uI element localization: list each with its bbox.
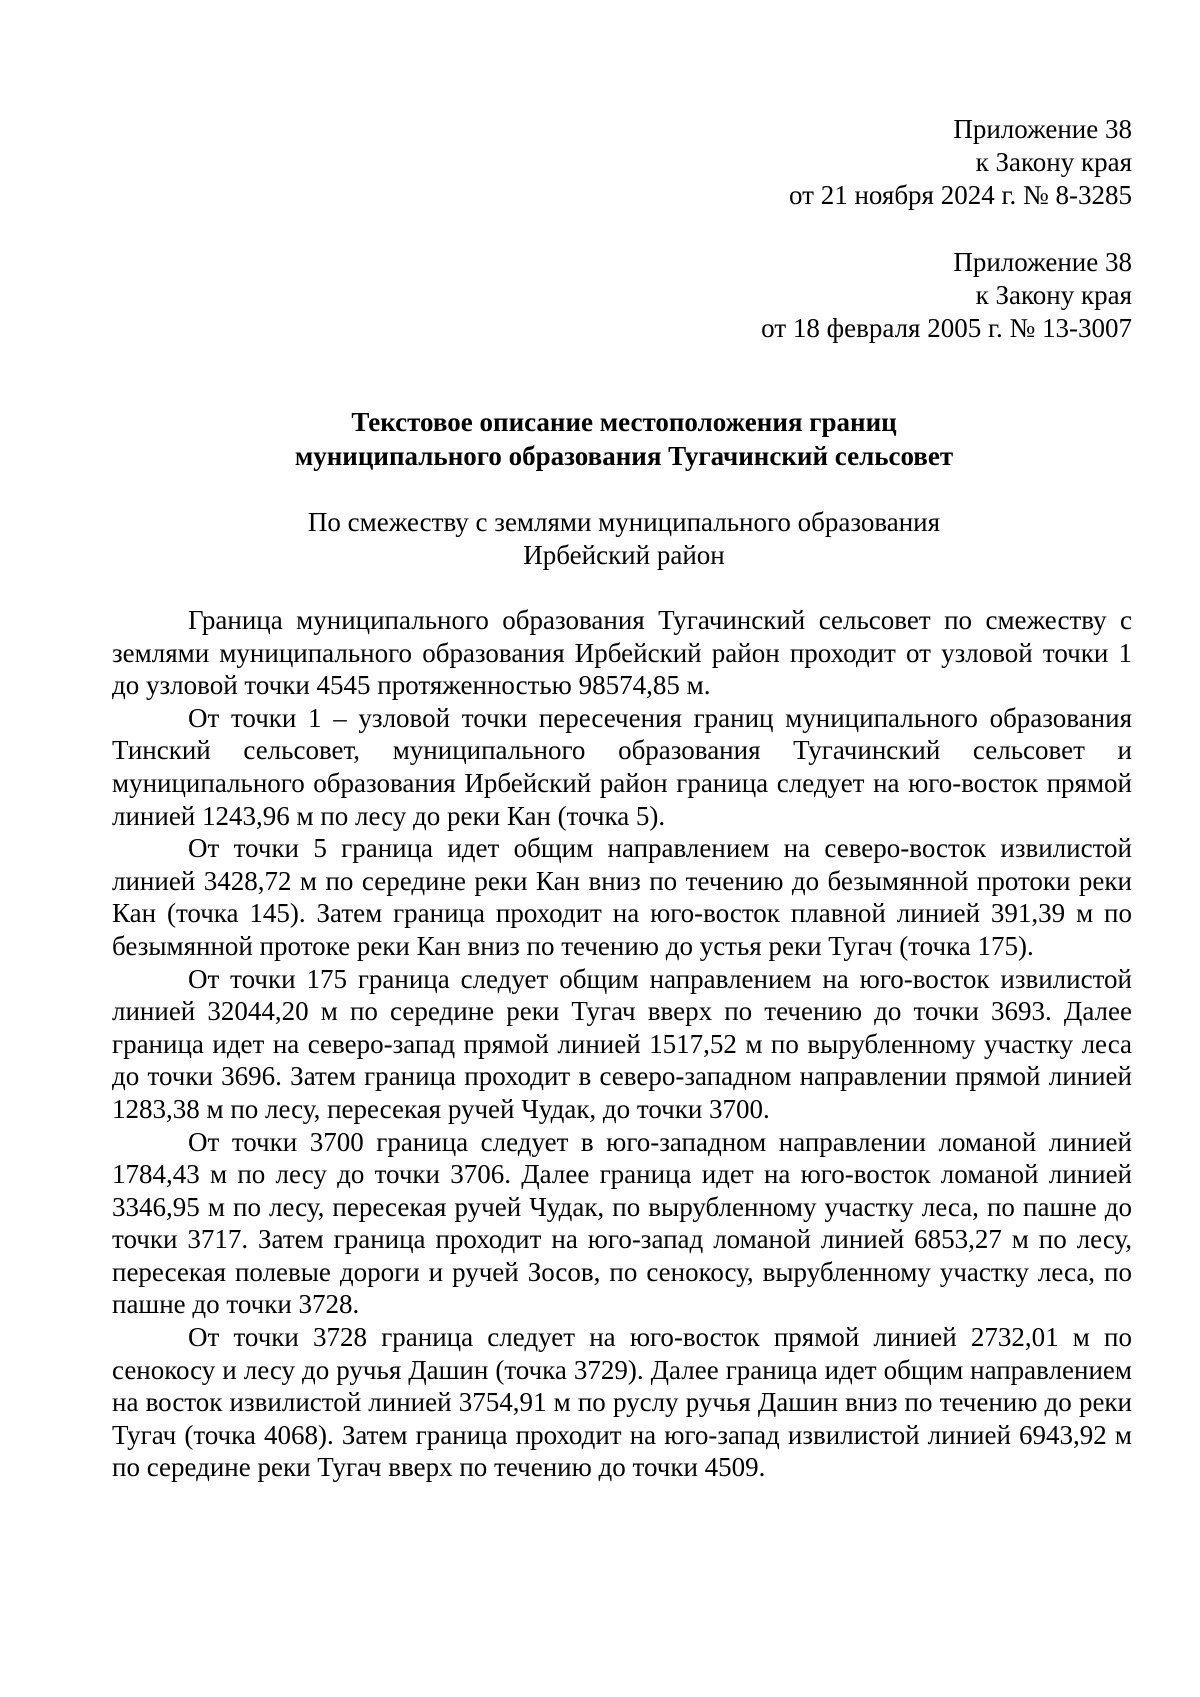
section-heading	[112, 506, 1136, 572]
title-line: муниципального образования Тугачинский сельсовет	[294, 441, 954, 471]
appendix-law-date: от 21 ноября 2024 г. № 8-3285	[789, 180, 1132, 210]
appendix-number: Приложение 38	[953, 114, 1132, 144]
appendix-law-date: от 18 февраля 2005 г. № 13-3007	[761, 313, 1132, 343]
body-paragraph: От точки 175 граница следует общим направлением на юго-восток извилистой линией 32044,20 м по середине реки Тугач вверх по течению до точки 3693. Далее граница идет на северо-запад прямой линией 1517,52 м по вырубленному участку леса до точки 3696. Затем граница проходит в северо-западном направлении прямой линией 1283,38 м по лесу, пересекая ручей Чудак, до точки 3700.	[112, 963, 1132, 1124]
body-paragraph: От точки 5 граница идет общим направлением на северо-восток извилистой линией 3428,72 м по середине реки Кан вниз по течению до безымянной протоки реки Кан (точка 145). Затем граница проходит на юго-восток плавной линией 391,39 м по безымянной протоке реки Кан вниз по течению до устья реки Тугач (точка 175).	[112, 833, 1132, 961]
appendix-law-reference: к Закону края	[975, 280, 1132, 310]
appendix-header-original	[761, 246, 1132, 345]
section-heading-line: По смежеству с землями муниципального образования	[307, 507, 941, 537]
document-body	[112, 604, 1132, 1484]
appendix-law-reference: к Закону края	[975, 147, 1132, 177]
body-paragraph: Граница муниципального образования Тугачинский сельсовет по смежеству с землями муниципального образования Ирбейский район проходит от узловой точки 1 до узловой точки 4545 протяженностью 98574,85 м.	[112, 605, 1132, 701]
appendix-number: Приложение 38	[953, 247, 1132, 277]
document-title	[112, 405, 1136, 473]
body-paragraph: От точки 1 – узловой точки пересечения границ муниципального образования Тинский сельсовет, муниципального образования Тугачинский сельсовет и муниципального образования Ирбейский район граница следует на юго-восток прямой линией 1243,96 м по лесу до реки Кан (точка 5).	[112, 702, 1132, 831]
body-paragraph: От точки 3700 граница следует в юго-западном направлении ломаной линией 1784,43 м по лесу до точки 3706. Далее граница идет на юго-восток ломаной линией 3346,95 м по лесу, пересекая ручей Чудак, по вырубленному участку леса, по пашне до точки 3717. Затем граница проходит на юго-запад ломаной линией 6853,27 м по лесу, пересекая полевые дороги и ручей Зосов, по сенокосу, вырубленному участку леса, по пашне до точки 3728.	[112, 1126, 1132, 1320]
title-line: Текстовое описание местоположения границ	[351, 407, 897, 437]
body-paragraph: От точки 3728 граница следует на юго-восток прямой линией 2732,01 м по сенокосу и лесу до ручья Дашин (точка 3729). Далее граница идет общим направлением на восток извилистой линией 3754,91 м по руслу ручья Дашин вниз по течению до реки Тугач (точка 4068). Затем граница проходит на юго-запад извилистой линией 6943,92 м по середине реки Тугач вверх по течению до точки 4509.	[112, 1322, 1132, 1483]
section-heading-line: Ирбейский район	[523, 540, 725, 570]
appendix-header-current	[789, 113, 1132, 212]
